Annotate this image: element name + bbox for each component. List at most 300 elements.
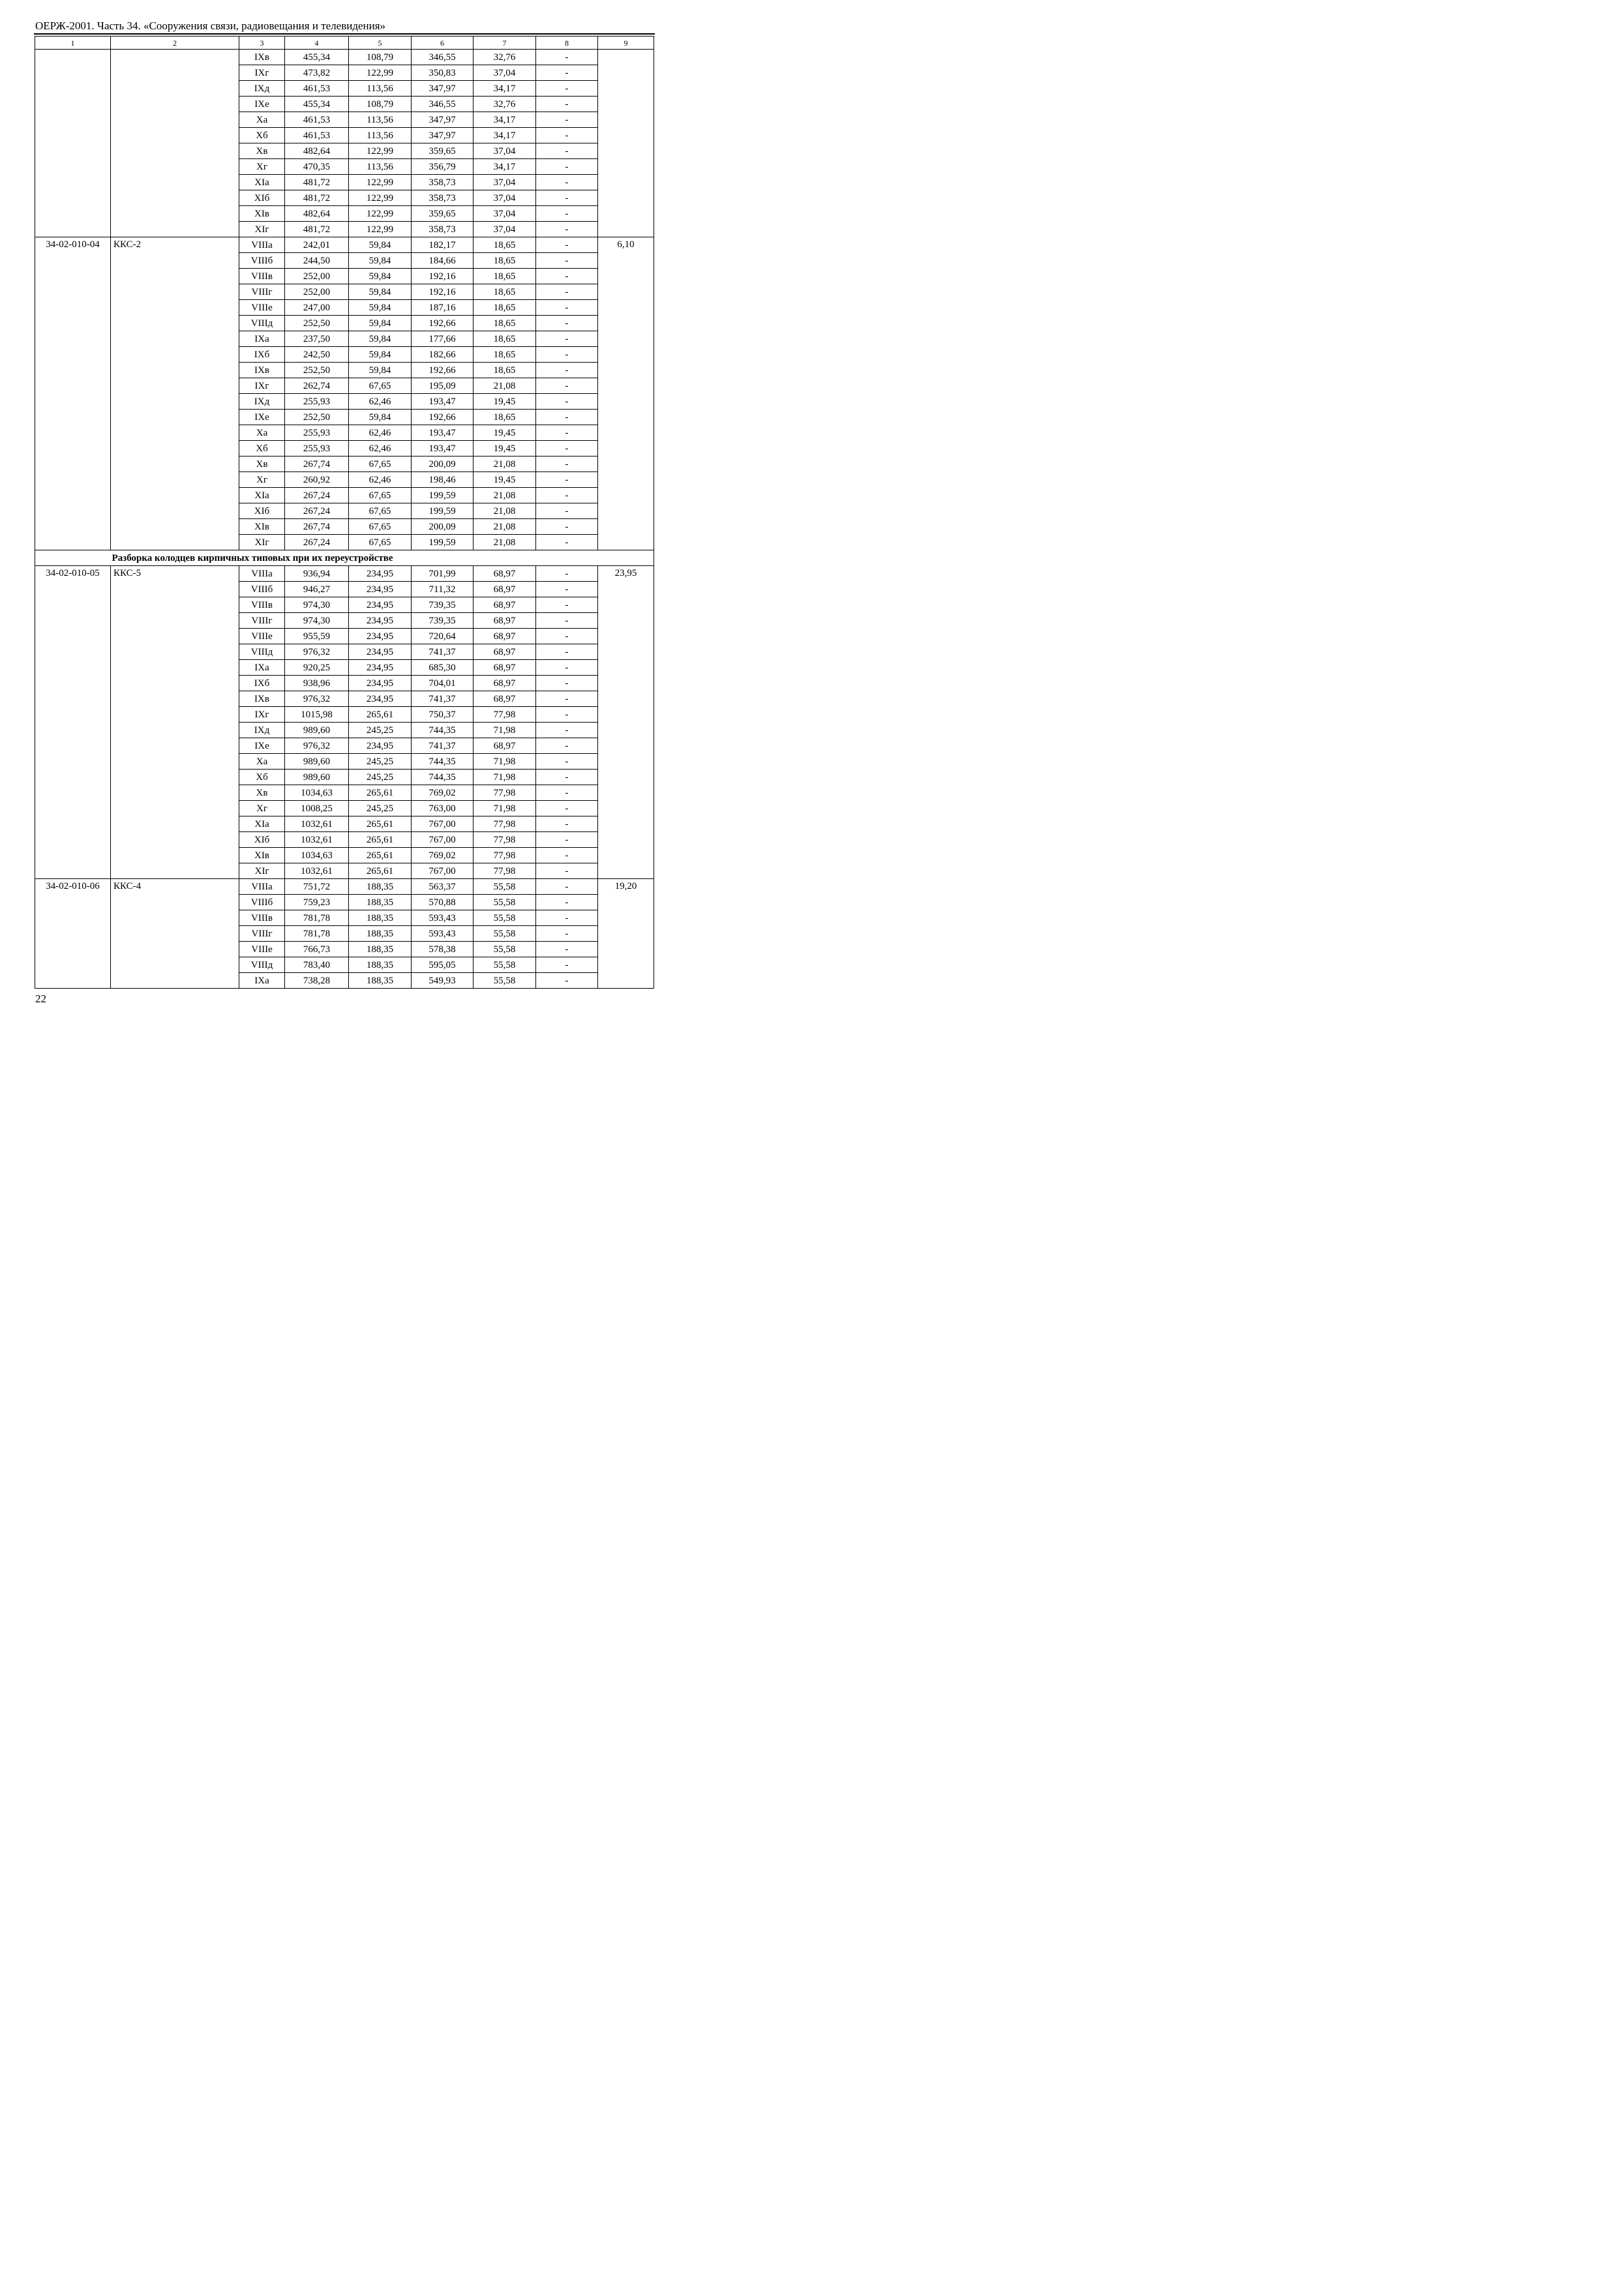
materials-cell: -: [536, 535, 598, 550]
region-cell: VIIIд: [239, 316, 285, 331]
region-cell: IXг: [239, 65, 285, 81]
total-cost-cell: 738,28: [285, 973, 349, 989]
total-cost-cell: 252,50: [285, 363, 349, 378]
wages-cell: 67,65: [349, 378, 412, 394]
region-cell: XIв: [239, 206, 285, 222]
wages-cell: 122,99: [349, 206, 412, 222]
machines-cell: 346,55: [412, 97, 474, 112]
machinist-wages-cell: 19,45: [474, 441, 536, 456]
materials-cell: -: [536, 143, 598, 159]
machines-cell: 195,09: [412, 378, 474, 394]
machines-cell: 359,65: [412, 143, 474, 159]
machines-cell: 192,16: [412, 269, 474, 284]
total-cost-cell: 974,30: [285, 613, 349, 629]
materials-cell: -: [536, 237, 598, 253]
wages-cell: 234,95: [349, 644, 412, 660]
machinist-wages-cell: 32,76: [474, 97, 536, 112]
machinist-wages-cell: 18,65: [474, 363, 536, 378]
machines-cell: 350,83: [412, 65, 474, 81]
region-cell: VIIIд: [239, 957, 285, 973]
total-cost-cell: 759,23: [285, 895, 349, 910]
region-cell: XIг: [239, 863, 285, 879]
machines-cell: 193,47: [412, 425, 474, 441]
wages-cell: 245,25: [349, 770, 412, 785]
wages-cell: 234,95: [349, 613, 412, 629]
total-cost-cell: 242,01: [285, 237, 349, 253]
region-cell: Xб: [239, 770, 285, 785]
wages-cell: 59,84: [349, 347, 412, 363]
table-row: [35, 566, 654, 582]
total-cost-cell: 976,32: [285, 738, 349, 754]
wages-cell: 67,65: [349, 488, 412, 503]
machines-cell: 200,09: [412, 456, 474, 472]
materials-cell: -: [536, 65, 598, 81]
machinist-wages-cell: 21,08: [474, 488, 536, 503]
total-cost-cell: 1034,63: [285, 848, 349, 863]
wages-cell: 59,84: [349, 269, 412, 284]
machinist-wages-cell: 77,98: [474, 816, 536, 832]
materials-cell: -: [536, 691, 598, 707]
total-cost-cell: 267,24: [285, 535, 349, 550]
machinist-wages-cell: 34,17: [474, 159, 536, 175]
region-cell: XIг: [239, 222, 285, 237]
region-cell: VIIIб: [239, 582, 285, 597]
machines-cell: 769,02: [412, 848, 474, 863]
machinist-wages-cell: 32,76: [474, 50, 536, 65]
wages-cell: 234,95: [349, 597, 412, 613]
total-cost-cell: 481,72: [285, 175, 349, 190]
machines-cell: 193,47: [412, 394, 474, 410]
region-cell: IXд: [239, 723, 285, 738]
name-cell: ККС-5: [111, 566, 239, 879]
machinist-wages-cell: 34,17: [474, 128, 536, 143]
total-cost-cell: 482,64: [285, 206, 349, 222]
machines-cell: 358,73: [412, 175, 474, 190]
labor-cell: [598, 50, 654, 237]
rates-table: [35, 36, 654, 989]
region-cell: VIIIе: [239, 300, 285, 316]
materials-cell: -: [536, 456, 598, 472]
machines-cell: 767,00: [412, 863, 474, 879]
column-numbers-row: [35, 37, 654, 50]
total-cost-cell: 267,24: [285, 503, 349, 519]
code-cell: 34-02-010-04: [35, 237, 111, 550]
total-cost-cell: 781,78: [285, 910, 349, 926]
total-cost-cell: 255,93: [285, 394, 349, 410]
region-cell: Xг: [239, 472, 285, 488]
machines-cell: 184,66: [412, 253, 474, 269]
machinist-wages-cell: 34,17: [474, 112, 536, 128]
machinist-wages-cell: 55,58: [474, 957, 536, 973]
wages-cell: 188,35: [349, 926, 412, 942]
machines-cell: 182,66: [412, 347, 474, 363]
machines-cell: 187,16: [412, 300, 474, 316]
machines-cell: 563,37: [412, 879, 474, 895]
region-cell: Xб: [239, 128, 285, 143]
machinist-wages-cell: 68,97: [474, 691, 536, 707]
region-cell: VIIIа: [239, 879, 285, 895]
region-cell: IXд: [239, 394, 285, 410]
total-cost-cell: 242,50: [285, 347, 349, 363]
materials-cell: -: [536, 175, 598, 190]
materials-cell: -: [536, 942, 598, 957]
machines-cell: 685,30: [412, 660, 474, 676]
materials-cell: -: [536, 566, 598, 582]
total-cost-cell: 267,74: [285, 456, 349, 472]
region-cell: IXа: [239, 331, 285, 347]
materials-cell: -: [536, 347, 598, 363]
region-cell: Xа: [239, 754, 285, 770]
machinist-wages-cell: 18,65: [474, 237, 536, 253]
total-cost-cell: 976,32: [285, 691, 349, 707]
region-cell: VIIIг: [239, 613, 285, 629]
total-cost-cell: 974,30: [285, 597, 349, 613]
total-cost-cell: 938,96: [285, 676, 349, 691]
machinist-wages-cell: 77,98: [474, 785, 536, 801]
wages-cell: 265,61: [349, 816, 412, 832]
machines-cell: 739,35: [412, 613, 474, 629]
region-cell: IXб: [239, 676, 285, 691]
machines-cell: 549,93: [412, 973, 474, 989]
materials-cell: -: [536, 738, 598, 754]
region-cell: VIIIа: [239, 237, 285, 253]
materials-cell: -: [536, 629, 598, 644]
machinist-wages-cell: 37,04: [474, 190, 536, 206]
region-cell: IXв: [239, 363, 285, 378]
materials-cell: -: [536, 644, 598, 660]
machines-cell: 578,38: [412, 942, 474, 957]
materials-cell: -: [536, 269, 598, 284]
wages-cell: 234,95: [349, 566, 412, 582]
materials-cell: -: [536, 316, 598, 331]
materials-cell: -: [536, 284, 598, 300]
machines-cell: 720,64: [412, 629, 474, 644]
machines-cell: 192,16: [412, 284, 474, 300]
region-cell: VIIIа: [239, 566, 285, 582]
wages-cell: 59,84: [349, 237, 412, 253]
wages-cell: 108,79: [349, 50, 412, 65]
total-cost-cell: 252,50: [285, 316, 349, 331]
wages-cell: 234,95: [349, 629, 412, 644]
materials-cell: -: [536, 503, 598, 519]
wages-cell: 113,56: [349, 128, 412, 143]
total-cost-cell: 482,64: [285, 143, 349, 159]
column-number: 8: [536, 37, 598, 50]
wages-cell: 59,84: [349, 331, 412, 347]
materials-cell: -: [536, 222, 598, 237]
machines-cell: 704,01: [412, 676, 474, 691]
wages-cell: 234,95: [349, 676, 412, 691]
total-cost-cell: 481,72: [285, 190, 349, 206]
machinist-wages-cell: 68,97: [474, 597, 536, 613]
materials-cell: -: [536, 488, 598, 503]
total-cost-cell: 252,00: [285, 284, 349, 300]
machinist-wages-cell: 71,98: [474, 770, 536, 785]
machinist-wages-cell: 68,97: [474, 738, 536, 754]
materials-cell: -: [536, 159, 598, 175]
machines-cell: 346,55: [412, 50, 474, 65]
materials-cell: -: [536, 676, 598, 691]
machines-cell: 701,99: [412, 566, 474, 582]
materials-cell: -: [536, 410, 598, 425]
region-cell: IXе: [239, 97, 285, 112]
machines-cell: 200,09: [412, 519, 474, 535]
machines-cell: 347,97: [412, 81, 474, 97]
machines-cell: 744,35: [412, 770, 474, 785]
machines-cell: 199,59: [412, 488, 474, 503]
materials-cell: -: [536, 206, 598, 222]
materials-cell: -: [536, 613, 598, 629]
section-spacer: [35, 550, 111, 566]
machinist-wages-cell: 68,97: [474, 613, 536, 629]
total-cost-cell: 255,93: [285, 425, 349, 441]
machines-cell: 359,65: [412, 206, 474, 222]
machines-cell: 741,37: [412, 691, 474, 707]
wages-cell: 234,95: [349, 691, 412, 707]
machinist-wages-cell: 21,08: [474, 456, 536, 472]
machines-cell: 192,66: [412, 363, 474, 378]
machinist-wages-cell: 19,45: [474, 425, 536, 441]
machinist-wages-cell: 37,04: [474, 65, 536, 81]
total-cost-cell: 455,34: [285, 97, 349, 112]
region-cell: Xв: [239, 785, 285, 801]
total-cost-cell: 455,34: [285, 50, 349, 65]
machines-cell: 198,46: [412, 472, 474, 488]
machinist-wages-cell: 19,45: [474, 472, 536, 488]
machinist-wages-cell: 71,98: [474, 801, 536, 816]
wages-cell: 188,35: [349, 879, 412, 895]
total-cost-cell: 470,35: [285, 159, 349, 175]
machinist-wages-cell: 21,08: [474, 503, 536, 519]
total-cost-cell: 237,50: [285, 331, 349, 347]
wages-cell: 59,84: [349, 363, 412, 378]
total-cost-cell: 481,72: [285, 222, 349, 237]
section-row: [35, 550, 654, 566]
wages-cell: 122,99: [349, 143, 412, 159]
region-cell: XIб: [239, 190, 285, 206]
wages-cell: 59,84: [349, 316, 412, 331]
total-cost-cell: 781,78: [285, 926, 349, 942]
region-cell: IXг: [239, 707, 285, 723]
wages-cell: 265,61: [349, 863, 412, 879]
total-cost-cell: 252,50: [285, 410, 349, 425]
wages-cell: 265,61: [349, 785, 412, 801]
machinist-wages-cell: 68,97: [474, 629, 536, 644]
machinist-wages-cell: 37,04: [474, 206, 536, 222]
machines-cell: 767,00: [412, 816, 474, 832]
materials-cell: -: [536, 519, 598, 535]
materials-cell: -: [536, 660, 598, 676]
materials-cell: -: [536, 895, 598, 910]
machinist-wages-cell: 71,98: [474, 754, 536, 770]
wages-cell: 188,35: [349, 895, 412, 910]
region-cell: VIIIв: [239, 269, 285, 284]
machinist-wages-cell: 68,97: [474, 660, 536, 676]
machines-cell: 744,35: [412, 723, 474, 738]
machines-cell: 769,02: [412, 785, 474, 801]
region-cell: Xв: [239, 456, 285, 472]
materials-cell: -: [536, 378, 598, 394]
total-cost-cell: 267,74: [285, 519, 349, 535]
table-row: [35, 879, 654, 895]
region-cell: IXа: [239, 660, 285, 676]
region-cell: XIв: [239, 848, 285, 863]
machinist-wages-cell: 37,04: [474, 222, 536, 237]
wages-cell: 245,25: [349, 723, 412, 738]
machines-cell: 192,66: [412, 316, 474, 331]
machinist-wages-cell: 71,98: [474, 723, 536, 738]
wages-cell: 234,95: [349, 582, 412, 597]
region-cell: IXе: [239, 738, 285, 754]
machinist-wages-cell: 18,65: [474, 331, 536, 347]
wages-cell: 245,25: [349, 754, 412, 770]
total-cost-cell: 1015,98: [285, 707, 349, 723]
materials-cell: -: [536, 190, 598, 206]
machines-cell: 767,00: [412, 832, 474, 848]
total-cost-cell: 783,40: [285, 957, 349, 973]
column-number: 3: [239, 37, 285, 50]
region-cell: VIIIе: [239, 942, 285, 957]
column-number: 5: [349, 37, 412, 50]
region-cell: VIIIг: [239, 284, 285, 300]
machinist-wages-cell: 55,58: [474, 942, 536, 957]
machines-cell: 711,32: [412, 582, 474, 597]
materials-cell: -: [536, 331, 598, 347]
machinist-wages-cell: 55,58: [474, 895, 536, 910]
wages-cell: 62,46: [349, 441, 412, 456]
total-cost-cell: 461,53: [285, 128, 349, 143]
machinist-wages-cell: 21,08: [474, 535, 536, 550]
materials-cell: -: [536, 97, 598, 112]
wages-cell: 265,61: [349, 707, 412, 723]
machines-cell: 739,35: [412, 597, 474, 613]
materials-cell: -: [536, 863, 598, 879]
machines-cell: 358,73: [412, 190, 474, 206]
section-title: Разборка колодцев кирпичных типовых при их переустройстве: [111, 550, 654, 566]
wages-cell: 122,99: [349, 65, 412, 81]
materials-cell: -: [536, 957, 598, 973]
machines-cell: 356,79: [412, 159, 474, 175]
region-cell: VIIIд: [239, 644, 285, 660]
region-cell: IXв: [239, 50, 285, 65]
machines-cell: 744,35: [412, 754, 474, 770]
machinist-wages-cell: 77,98: [474, 848, 536, 863]
machines-cell: 177,66: [412, 331, 474, 347]
wages-cell: 122,99: [349, 190, 412, 206]
total-cost-cell: 989,60: [285, 770, 349, 785]
machinist-wages-cell: 21,08: [474, 378, 536, 394]
machines-cell: 182,17: [412, 237, 474, 253]
machinist-wages-cell: 18,65: [474, 410, 536, 425]
materials-cell: -: [536, 832, 598, 848]
total-cost-cell: 1032,61: [285, 832, 349, 848]
wages-cell: 113,56: [349, 112, 412, 128]
total-cost-cell: 262,74: [285, 378, 349, 394]
code-cell: 34-02-010-05: [35, 566, 111, 879]
total-cost-cell: 1008,25: [285, 801, 349, 816]
machinist-wages-cell: 68,97: [474, 582, 536, 597]
region-cell: VIIIв: [239, 597, 285, 613]
region-cell: IXд: [239, 81, 285, 97]
total-cost-cell: 461,53: [285, 81, 349, 97]
region-cell: IXа: [239, 973, 285, 989]
machines-cell: 193,47: [412, 441, 474, 456]
machines-cell: 741,37: [412, 644, 474, 660]
total-cost-cell: 260,92: [285, 472, 349, 488]
materials-cell: -: [536, 816, 598, 832]
region-cell: Xа: [239, 112, 285, 128]
materials-cell: -: [536, 770, 598, 785]
wages-cell: 188,35: [349, 910, 412, 926]
wages-cell: 59,84: [349, 253, 412, 269]
code-cell: 34-02-010-06: [35, 879, 111, 989]
materials-cell: -: [536, 910, 598, 926]
region-cell: XIа: [239, 488, 285, 503]
name-cell: [111, 50, 239, 237]
wages-cell: 188,35: [349, 973, 412, 989]
materials-cell: -: [536, 112, 598, 128]
region-cell: VIIIв: [239, 910, 285, 926]
total-cost-cell: 946,27: [285, 582, 349, 597]
machinist-wages-cell: 18,65: [474, 347, 536, 363]
machinist-wages-cell: 18,65: [474, 300, 536, 316]
materials-cell: -: [536, 754, 598, 770]
region-cell: Xа: [239, 425, 285, 441]
wages-cell: 113,56: [349, 81, 412, 97]
total-cost-cell: 955,59: [285, 629, 349, 644]
total-cost-cell: 461,53: [285, 112, 349, 128]
machinist-wages-cell: 18,65: [474, 269, 536, 284]
total-cost-cell: 255,93: [285, 441, 349, 456]
machines-cell: 750,37: [412, 707, 474, 723]
machinist-wages-cell: 55,58: [474, 879, 536, 895]
materials-cell: -: [536, 582, 598, 597]
wages-cell: 234,95: [349, 738, 412, 754]
table-row: [35, 50, 654, 65]
machines-cell: 595,05: [412, 957, 474, 973]
total-cost-cell: 976,32: [285, 644, 349, 660]
wages-cell: 62,46: [349, 394, 412, 410]
materials-cell: -: [536, 50, 598, 65]
region-cell: VIIIб: [239, 253, 285, 269]
machinist-wages-cell: 68,97: [474, 566, 536, 582]
machinist-wages-cell: 37,04: [474, 143, 536, 159]
region-cell: XIа: [239, 175, 285, 190]
column-number: 4: [285, 37, 349, 50]
wages-cell: 234,95: [349, 660, 412, 676]
machinist-wages-cell: 55,58: [474, 910, 536, 926]
document-header: ОЕРЖ-2001. Часть 34. «Сооружения связи, радиовещания и телевидения»: [35, 20, 386, 32]
total-cost-cell: 766,73: [285, 942, 349, 957]
region-cell: VIIIб: [239, 895, 285, 910]
table-body: [35, 37, 654, 989]
region-cell: Xг: [239, 159, 285, 175]
machinist-wages-cell: 19,45: [474, 394, 536, 410]
total-cost-cell: 751,72: [285, 879, 349, 895]
materials-cell: -: [536, 425, 598, 441]
wages-cell: 62,46: [349, 425, 412, 441]
machinist-wages-cell: 55,58: [474, 973, 536, 989]
machinist-wages-cell: 37,04: [474, 175, 536, 190]
column-number: 9: [598, 37, 654, 50]
total-cost-cell: 1032,61: [285, 816, 349, 832]
column-number: 2: [111, 37, 239, 50]
wages-cell: 59,84: [349, 284, 412, 300]
machinist-wages-cell: 34,17: [474, 81, 536, 97]
machines-cell: 358,73: [412, 222, 474, 237]
materials-cell: -: [536, 441, 598, 456]
region-cell: VIIIе: [239, 629, 285, 644]
